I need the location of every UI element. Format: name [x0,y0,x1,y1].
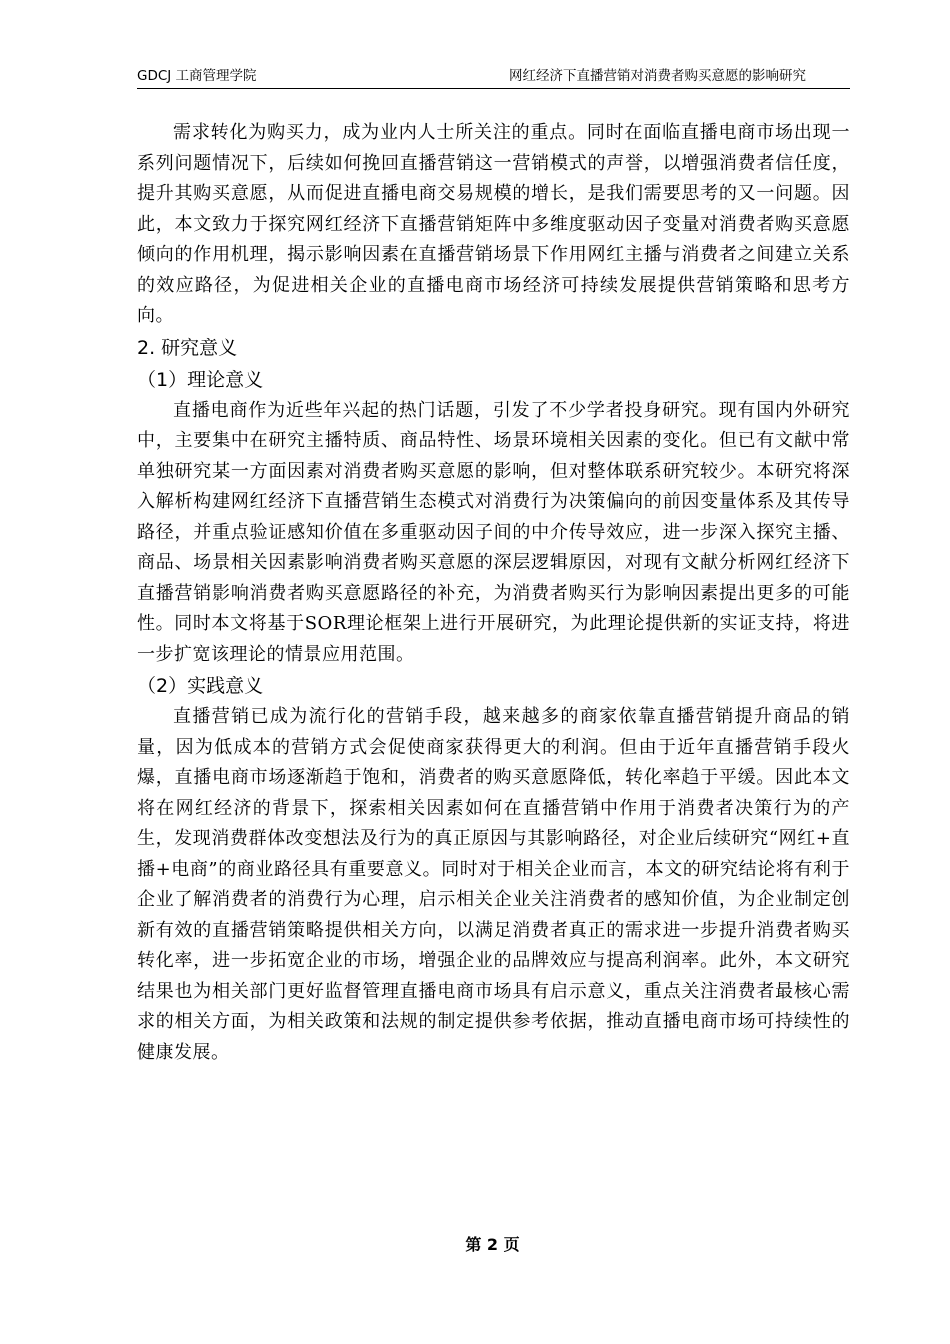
page-header [137,66,850,89]
intro-paragraph: 需求转化为购买力，成为业内人士所关注的重点。同时在面临直播电商市场出现一系列问题情况下，后续如何挽回直播营销这一营销模式的声誉，以增强消费者信任度，提升其购买意愿，从而促进直播电商交易规模的增长，是我们需要思考的又一问题。因此，本文致力于探究网红经济下直播营销矩阵中多维度驱动因子变量对消费者购买意愿倾向的作用机理，揭示影响因素在直播营销场景下作用网红主播与消费者之间建立关系的效应路径，为促进相关企业的直播电商市场经济可持续发展提供营销策略和思考方向。 [137,122,850,326]
practice-paragraph: 直播营销已成为流行化的营销手段，越来越多的商家依靠直播营销提升商品的销量，因为低成本的营销方式会促使商家获得更大的利润。但由于近年直播营销手段火爆，直播电商市场逐渐趋于饱和，消费者的购买意愿降低，转化率趋于平缓。因此本文将在网红经济的背景下，探索相关因素如何在直播营销中作用于消费者决策行为的产生，发现消费群体改变想法及行为的真正原因与其影响路径，对企业后续研究“网红+直播+电商”的商业路径具有重要意义。同时对于相关企业而言，本文的研究结论将有利于企业了解消费者的消费行为心理，启示相关企业关注消费者的感知价值，为企业制定创新有效的直播营销策略提供相关方向，以满足消费者真正的需求进一步提升消费者购买转化率，进一步拓宽企业的市场，增强企业的品牌效应与提高利润率。此外，本文研究结果也为相关部门更好监督管理直播电商市场具有启示意义，重点关注消费者最核心需求的相关方面，为相关政策和法规的制定提供参考依据，推动直播电商市场可持续性的健康发展。 [137,706,850,1063]
theory-paragraph: 直播电商作为近些年兴起的热门话题，引发了不少学者投身研究。现有国内外研究中，主要集中在研究主播特质、商品特性、场景环境相关因素的变化。但已有文献中常单独研究某一方面因素对消费者购买意愿的影响，但对整体联系研究较少。本研究将深入解析构建网红经济下直播营销生态模式对消费行为决策偏向的前因变量体系及其传导路径，并重点验证感知价值在多重驱动因子间的中介传导效应，进一步深入探究主播、商品、场景相关因素影响消费者购买意愿的深层逻辑原因，对现有文献分析网红经济下直播营销影响消费者购买意愿路径的补充，为消费者购买行为影响因素提出更多的可能性。同时本文将基于SOR理论框架上进行开展研究，为此理论提供新的实证支持，将进一步扩宽该理论的情景应用范围。 [137,399,850,665]
page-body [137,118,850,1068]
section-heading-research-significance: 2. 研究意义 [137,336,238,359]
header-paper-title: 网红经济下直播营销对消费者购买意愿的影响研究 [509,68,806,84]
header-institution: GDCJ 工商管理学院 [137,68,257,84]
subsection-heading-practice: （2）实践意义 [137,675,264,697]
subsection-heading-theory: （1）理论意义 [137,368,264,391]
page-number: 第 2 页 [465,1235,520,1254]
